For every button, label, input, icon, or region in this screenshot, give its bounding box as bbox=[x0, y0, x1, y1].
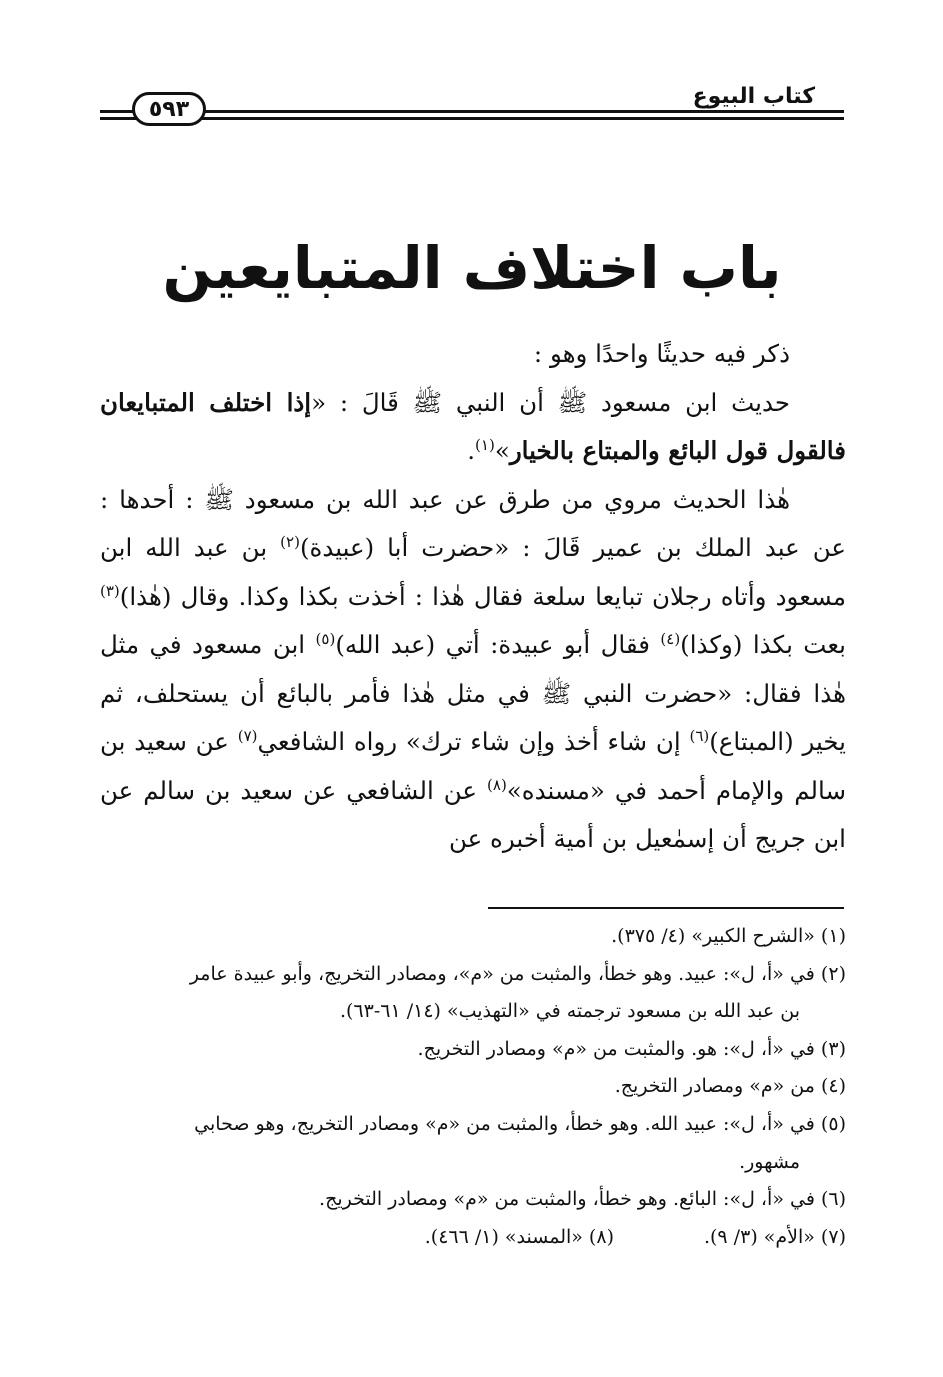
hadith-lead: حديث ابن مسعود ﷺ أن النبي ﷺ قَالَ : « bbox=[311, 387, 790, 417]
commentary-text-c: بعت بكذا (وكذا) bbox=[680, 630, 846, 659]
chapter-title: باب اختلاف المتبايعين bbox=[162, 234, 782, 302]
main-text bbox=[100, 330, 846, 864]
hadith-end: . bbox=[467, 436, 476, 465]
hadith-quote: إذا اختلف المتبايعان فالقول قول البائع والمبتاع بالخيار bbox=[100, 387, 846, 465]
paragraph-intro: ذكر فيه حديثًا واحدًا وهو : bbox=[533, 339, 790, 368]
footnote-3: (٣) في «أ، ل»: هو. والمثبت من «م» ومصادر التخريج. bbox=[417, 1037, 846, 1060]
commentary-text-g: عن سعيد بن سالم والإمام أحمد في «مسنده» bbox=[100, 727, 846, 805]
commentary-text-e: ابن مسعود في مثل هٰذا فقال: «حضرت النبي ﷺ في مثل هٰذا فأمر بالبائع أن يستحلف، ثم يخير (المبتاع) bbox=[100, 630, 846, 756]
hadith-quote-close: » bbox=[494, 436, 510, 465]
footnote-ref-2[interactable]: (٢) bbox=[280, 532, 300, 551]
paragraph-hadith bbox=[100, 379, 846, 476]
running-title: كتاب البيوع bbox=[692, 84, 815, 109]
footnote-5 bbox=[100, 1106, 846, 1181]
header-double-rule bbox=[100, 108, 844, 122]
footnote-ref-7[interactable]: (٧) bbox=[237, 726, 258, 745]
footnote-ref-4[interactable]: (٤) bbox=[660, 629, 681, 648]
footnote-2-line-2: بن عبد الله بن مسعود ترجمته في «التهذيب» (١٤/ ٦١-٦٣). bbox=[339, 1000, 800, 1023]
footnote-row-7-8 bbox=[100, 1219, 846, 1257]
footnote-ref-8[interactable]: (٨) bbox=[487, 775, 507, 794]
footnote-1: (١) «الشرح الكبير» (٤/ ٣٧٥). bbox=[611, 925, 846, 947]
footnotes bbox=[100, 918, 846, 1256]
header-rule-bottom bbox=[100, 117, 844, 120]
footnote-ref-3[interactable]: (٣) bbox=[100, 581, 120, 600]
commentary-text-f: إن شاء أخذ وإن شاء ترك» رواه الشافعي bbox=[257, 727, 690, 756]
footnote-ref-5[interactable]: (٥) bbox=[315, 629, 336, 648]
footnote-separator bbox=[488, 907, 844, 909]
page-number: ٥٩٣ bbox=[132, 92, 206, 126]
footnote-2-line-1: (٢) في «أ، ل»: عبيد. وهو خطأ، والمثبت من «م»، ومصادر التخريج، وأبو عبيدة عامر bbox=[189, 962, 846, 985]
commentary-text-h: عن الشافعي عن سعيد بن سالم عن ابن جريج أن إسمٰعيل بن أمية أخبره عن bbox=[100, 775, 846, 853]
footnote-4: (٤) من «م» ومصادر التخريج. bbox=[614, 1075, 846, 1098]
commentary-text-d: فقال أبو عبيدة: أتي (عبد الله) bbox=[335, 630, 661, 659]
header-rule-top bbox=[100, 110, 844, 113]
footnote-5-line-1: (٥) في «أ، ل»: عبيد الله. وهو خطأ، والمثبت من «م» ومصادر التخريج، وهو صحابي bbox=[194, 1112, 846, 1135]
footnote-5-line-2: مشهور. bbox=[739, 1150, 800, 1173]
footnote-7: (٧) «الأم» (٣/ ٩). bbox=[703, 1225, 846, 1248]
commentary-text-a: هٰذا الحديث مروي من طرق عن عبد الله بن مسعود ﷺ : أحدها : عن عبد الملك بن عمير قَالَ : «حضرت أبا (عبيدة) bbox=[100, 484, 846, 562]
footnote-8: (٨) «المسند» (١/ ٤٦٦). bbox=[424, 1225, 614, 1248]
footnote-ref-1[interactable]: (١) bbox=[475, 435, 495, 454]
paragraph-commentary bbox=[100, 476, 846, 864]
footnote-ref-6[interactable]: (٦) bbox=[689, 726, 710, 745]
footnote-2 bbox=[100, 956, 846, 1031]
footnote-6: (٦) في «أ، ل»: البائع. وهو خطأ، والمثبت من «م» ومصادر التخريج. bbox=[319, 1188, 846, 1211]
commentary-text-b: بن عبد الله ابن مسعود وأتاه رجلان تبايعا سلعة فقال هٰذا : أخذت بكذا وكذا. وقال (هٰذا) bbox=[100, 533, 846, 611]
